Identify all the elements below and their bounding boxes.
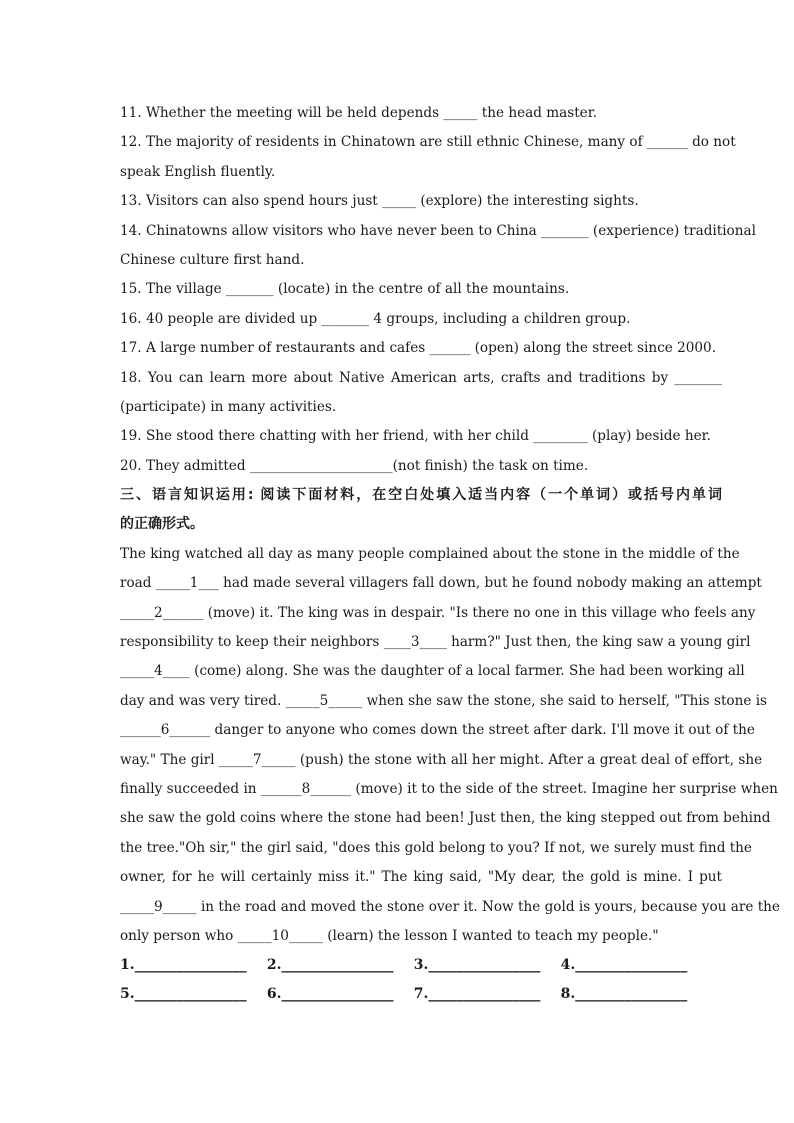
answer-blank-3[interactable]: 3.________________ (413, 957, 541, 974)
passage-line: The king watched all day as many people complained about the stone in the middle of the (120, 545, 740, 562)
section-heading-line-1: 三、语言知识运用: 阅读下面材料，在空白处填入适当内容（一个单词）或括号内单词 (120, 487, 722, 504)
document-page (120, 99, 780, 1009)
answer-blank-7[interactable]: 7.________________ (413, 986, 541, 1003)
passage-line: _____2______ (move) it. The king was in despair. "Is there no one in this village who feels any (120, 604, 756, 621)
question-12: 12. The majority of residents in Chinatown are still ethnic Chinese, many of ______ do not (120, 134, 736, 151)
question-19: 19. She stood there chatting with her friend, with her child ________ (play) beside her. (120, 428, 711, 445)
passage-line: way." The girl _____7_____ (push) the stone with all her might. After a great deal of effort, she (120, 751, 763, 768)
answer-blank-4[interactable]: 4.________________ (560, 957, 688, 974)
question-15: 15. The village _______ (locate) in the centre of all the mountains. (120, 281, 570, 298)
answer-blanks (120, 951, 722, 1009)
answer-blank-1[interactable]: 1.________________ (120, 957, 247, 974)
passage-line: finally succeeded in ______8______ (move) it to the side of the street. Imagine her surprise when (120, 780, 778, 797)
answer-blank-2[interactable]: 2.________________ (266, 957, 394, 974)
passage-line: responsibility to keep their neighbors ____3____ harm?" Just then, the king saw a young girl (120, 634, 751, 651)
passage-line: _____9_____ in the road and moved the stone over it. Now the gold is yours, because you are the (120, 898, 780, 915)
question-18-cont: (participate) in many activities. (120, 398, 337, 415)
question-16: 16. 40 people are divided up _______ 4 groups, including a children group. (120, 310, 631, 327)
passage-line: road _____1___ had made several villagers fall down, but he found nobody making an attempt (120, 575, 762, 592)
passage-line: _____4____ (come) along. She was the daughter of a local farmer. She had been working all (120, 663, 745, 680)
answer-row (120, 951, 722, 980)
cloze-passage (120, 540, 780, 951)
question-13: 13. Visitors can also spend hours just _____ (explore) the interesting sights. (120, 193, 639, 210)
answer-blank-8[interactable]: 8.________________ (560, 986, 688, 1003)
question-18: 18. You can learn more about Native American arts, crafts and traditions by _______ (120, 369, 722, 386)
passage-line: day and was very tired. _____5_____ when she saw the stone, she said to herself, "This stone is (120, 692, 768, 709)
question-20: 20. They admitted _____________________(not finish) the task on time. (120, 457, 589, 474)
question-11: 11. Whether the meeting will be held depends _____ the head master. (120, 105, 598, 121)
question-12-cont: speak English fluently. (120, 163, 276, 180)
fill-in-questions (120, 99, 756, 481)
answer-blank-5[interactable]: 5.________________ (120, 986, 247, 1003)
passage-line: the tree."Oh sir," the girl said, "does this gold belong to you? If not, we surely must find the (120, 839, 752, 856)
passage-line: owner, for he will certainly miss it." The king said, "My dear, the gold is mine. I put (120, 869, 722, 886)
question-17: 17. A large number of restaurants and cafes ______ (open) along the street since 2000. (120, 340, 717, 357)
answer-row (120, 980, 722, 1009)
section-heading-line-2: 的正确形式。 (120, 516, 204, 533)
passage-line: ______6______ danger to anyone who comes down the street after dark. I'll move it out of the (120, 722, 755, 739)
passage-line: only person who _____10_____ (learn) the lesson I wanted to teach my people." (120, 927, 659, 944)
question-14-cont: Chinese culture first hand. (120, 251, 305, 268)
question-14: 14. Chinatowns allow visitors who have never been to China _______ (experience) traditional (120, 222, 756, 239)
answer-blank-6[interactable]: 6.________________ (266, 986, 394, 1003)
passage-line: she saw the gold coins where the stone had been! Just then, the king stepped out from behind (120, 810, 771, 827)
section-heading (120, 481, 722, 540)
